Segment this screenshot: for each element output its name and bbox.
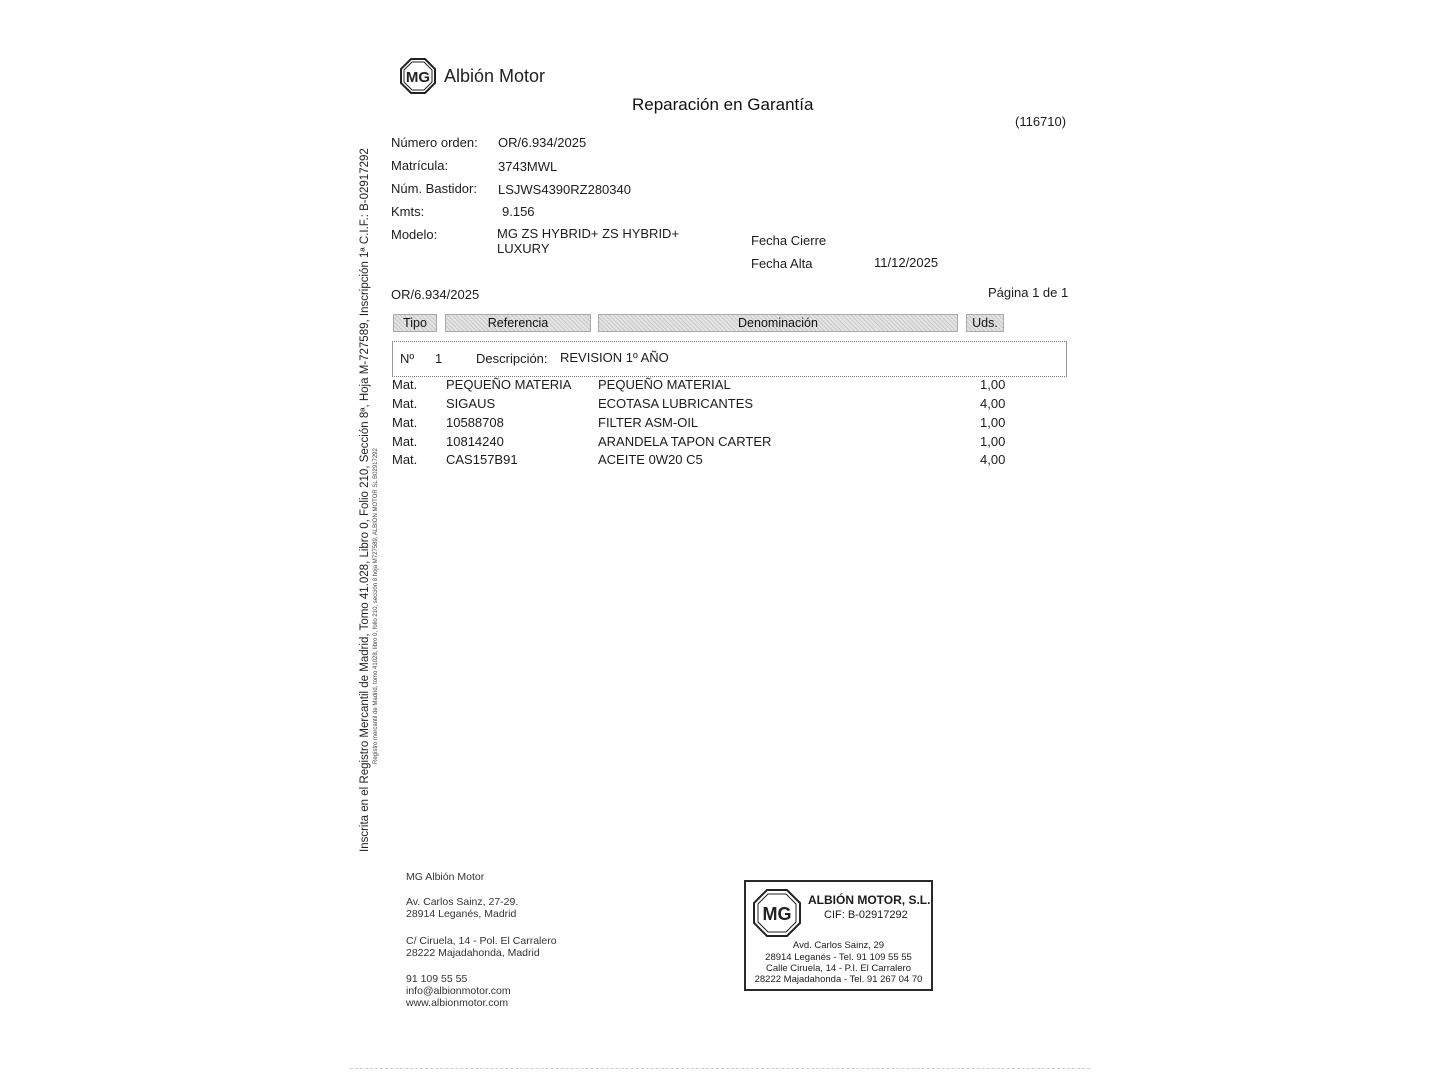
stamp-address-line2: 28914 Leganés - Tel. 91 109 55 55 xyxy=(765,952,912,963)
registry-vertical-stamp-text: Registro mercantil de Madrid, tomo 41028, libro 0, folio 210, sección 8 hoja M727589, ALBION MOTOR SL B02917292 xyxy=(373,448,379,764)
group-description-label: Descripción: xyxy=(476,351,548,366)
footer-address2-line2: 28222 Majadahonda, Madrid xyxy=(406,947,540,959)
logo-letters: MG xyxy=(405,69,431,86)
row-uds: 4,00 xyxy=(980,452,1006,467)
bastidor-label: Núm. Bastidor: xyxy=(391,181,477,196)
company-stamp xyxy=(744,880,933,991)
fecha-cierre-label: Fecha Cierre xyxy=(751,233,827,248)
row-denominacion: ECOTASA LUBRICANTES xyxy=(598,396,754,411)
modelo-label: Modelo: xyxy=(391,227,438,242)
matricula-label: Matrícula: xyxy=(391,158,449,173)
row-tipo: Mat. xyxy=(392,452,418,467)
row-tipo: Mat. xyxy=(392,377,418,392)
footer-web: www.albionmotor.com xyxy=(406,997,509,1009)
registry-vertical-text: Inscrita en el Registro Mercantil de Madrid, Tomo 41.028, Libro 0, Folio 210, Sección 8ª, Hoja M-727589, Inscripción 1ª C.I.F.: B-02917292 xyxy=(359,148,371,852)
row-uds: 1,00 xyxy=(980,377,1006,392)
page-indicator: Página 1 de 1 xyxy=(988,285,1069,300)
matricula-value: 3743MWL xyxy=(498,159,558,174)
row-uds: 1,00 xyxy=(980,434,1006,449)
column-header-tipo: Tipo xyxy=(393,314,437,332)
modelo-value-line2: LUXURY xyxy=(497,241,550,256)
row-referencia: 10814240 xyxy=(446,434,504,449)
footer-address1-line1: Av. Carlos Sainz, 27-29. xyxy=(406,896,519,908)
numero-orden-value: OR/6.934/2025 xyxy=(498,135,587,150)
brand-name: Albión Motor xyxy=(444,65,546,86)
footer-address1-line2: 28914 Leganés, Madrid xyxy=(406,908,517,920)
company-logo xyxy=(400,58,545,94)
kmts-value: 9.156 xyxy=(502,204,535,219)
mg-octagon-logo-icon xyxy=(400,58,436,94)
row-denominacion: FILTER ASM-OIL xyxy=(598,415,699,430)
row-denominacion: ACEITE 0W20 C5 xyxy=(598,452,703,467)
footer-address2-line1: C/ Ciruela, 14 - Pol. El Carralero xyxy=(406,935,557,947)
row-denominacion: ARANDELA TAPON CARTER xyxy=(598,434,772,449)
table-row xyxy=(392,452,1012,470)
scan-edge-line xyxy=(350,1068,1090,1069)
fecha-alta-value: 11/12/2025 xyxy=(874,255,939,270)
stamp-address-line3: Calle Ciruela, 14 - P.I. El Carralero xyxy=(765,963,912,974)
order-reference: OR/6.934/2025 xyxy=(391,287,480,302)
group-description-box xyxy=(392,341,1067,377)
footer-email: info@albionmotor.com xyxy=(406,985,511,997)
row-referencia: SIGAUS xyxy=(446,396,496,411)
column-header-uds: Uds. xyxy=(966,314,1004,332)
footer-company: MG Albión Motor xyxy=(406,871,485,883)
row-tipo: Mat. xyxy=(392,396,418,411)
row-referencia: 10588708 xyxy=(446,415,504,430)
row-tipo: Mat. xyxy=(392,415,418,430)
group-description: REVISION 1º AÑO xyxy=(560,350,669,365)
row-referencia: PEQUEÑO MATERIA xyxy=(446,377,572,392)
row-tipo: Mat. xyxy=(392,434,418,449)
stamp-address-line4: 28222 Majadahonda - Tel. 91 267 04 70 xyxy=(754,974,923,985)
row-referencia: CAS157B91 xyxy=(446,452,518,467)
document-code: (116710) xyxy=(1015,114,1067,129)
stamp-cif: CIF: B-02917292 xyxy=(824,909,908,921)
table-row xyxy=(392,377,1012,395)
kmts-label: Kmts: xyxy=(391,204,425,219)
column-header-referencia: Referencia xyxy=(445,314,591,332)
stamp-address-line1: Avd. Carlos Sainz, 29 xyxy=(792,940,885,951)
page-title: Reparación en Garantía xyxy=(632,95,814,114)
row-uds: 4,00 xyxy=(980,396,1006,411)
table-row xyxy=(392,415,1012,433)
row-denominacion: PEQUEÑO MATERIAL xyxy=(598,377,731,392)
column-header-denominacion: Denominación xyxy=(598,314,958,332)
modelo-value-line1: MG ZS HYBRID+ ZS HYBRID+ xyxy=(497,226,680,241)
group-number-label: Nº xyxy=(400,351,415,366)
bastidor-value: LSJWS4390RZ280340 xyxy=(498,182,631,197)
table-row xyxy=(392,434,1012,452)
stamp-mg-logo-icon xyxy=(752,888,802,938)
stamp-logo-letters: MG xyxy=(762,904,792,924)
table-row xyxy=(392,396,1012,414)
footer-phone: 91 109 55 55 xyxy=(406,973,468,985)
group-number: 1 xyxy=(435,351,443,366)
stamp-company-name: ALBIÓN MOTOR, S.L. xyxy=(808,893,931,907)
row-uds: 1,00 xyxy=(980,415,1006,430)
fecha-alta-label: Fecha Alta xyxy=(751,256,813,271)
numero-orden-label: Número orden: xyxy=(391,135,478,150)
